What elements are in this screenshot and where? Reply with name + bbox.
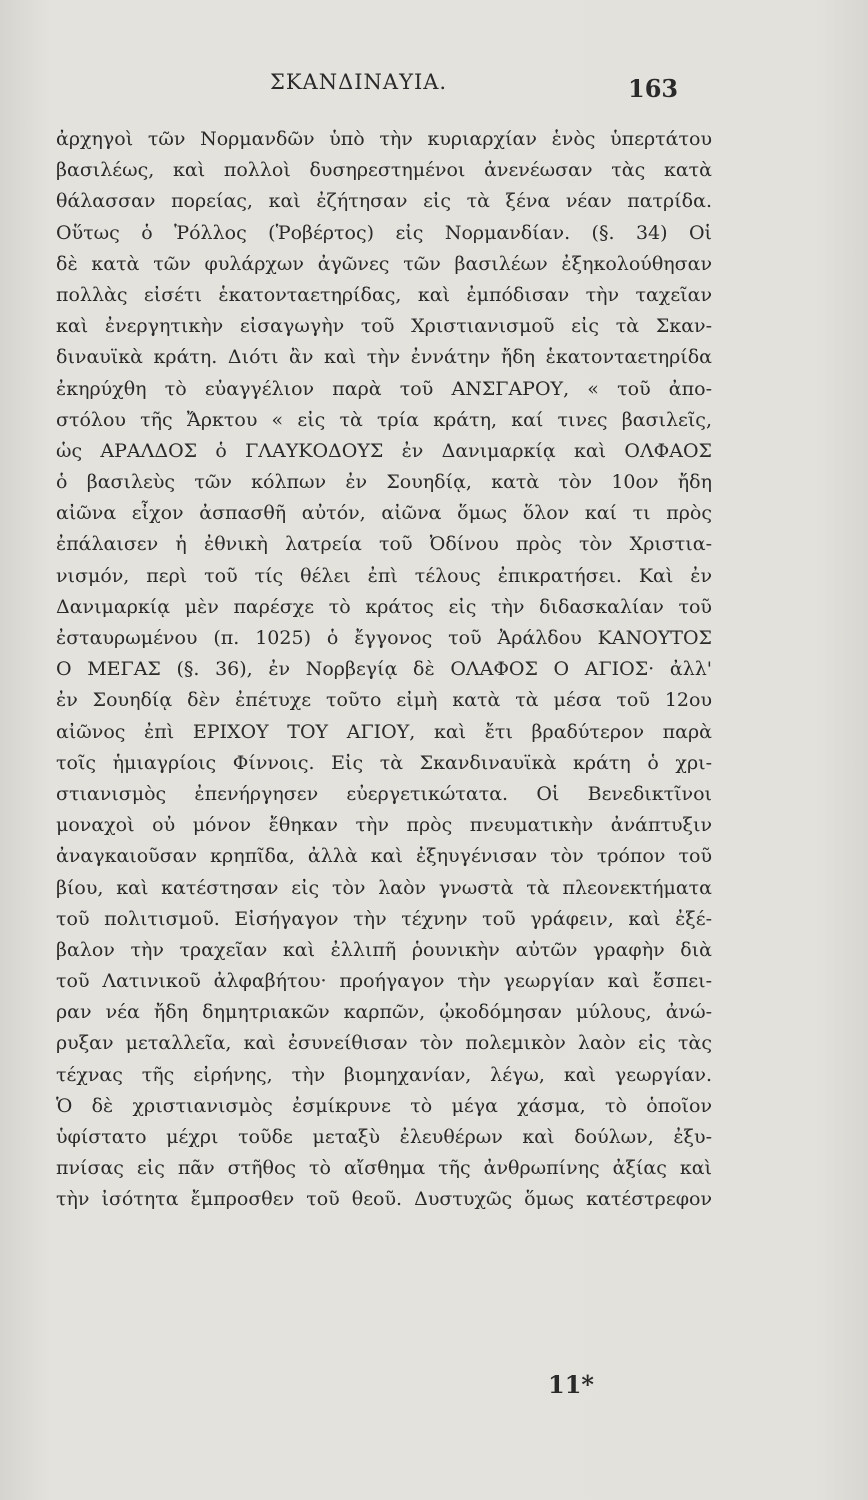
text-line: βίου, καὶ κατέστησαν εἰς τὸν λαὸν γνωστὰ τὰ πλεονεκτήματα <box>56 876 712 899</box>
signature-mark: 11* <box>548 1370 594 1399</box>
text-line: στιανισμὸς ἐπενήργησεν εὐεργετικώτατα. Οἱ Βενεδικτῖνοι <box>56 782 712 805</box>
text-line: μοναχοὶ οὐ μόνον ἔθηκαν τὴν πρὸς πνευματικὴν ἀνάπτυξιν <box>56 814 712 837</box>
text-line: ἐσταυρωμένου (π. 1025) ὁ ἔγγονος τοῦ Ἀράλδου ΚΑΝΟΥΤΟΣ <box>56 627 712 649</box>
text-line: πνίσας εἰς πᾶν στῆθος τὸ αἴσθημα τῆς ἀνθρωπίνης ἀξίας καὶ <box>56 1157 712 1180</box>
text-line: θάλασσαν πορείας, καὶ ἐζήτησαν εἰς τὰ ξένα νέαν πατρίδα. <box>56 190 712 213</box>
text-line: τοῖς ἡμιαγρίοις Φίννοις. Εἰς τὰ Σκανδιναυϊκὰ κράτη ὁ χρι- <box>56 751 712 774</box>
running-title: ΣΚΑΝΔΙΝΑΥΙΑ. <box>270 70 448 94</box>
text-line: βαλον τὴν τραχεῖαν καὶ ἐλλιπῆ ῥουνικὴν αὐτῶν γραφὴν διὰ <box>56 938 712 961</box>
text-line: ἐκηρύχθη τὸ εὐαγγέλιον παρὰ τοῦ ΑΝΣΓΑΡΟΥ, « τοῦ ἀπο- <box>56 377 712 400</box>
body-text <box>56 124 712 1216</box>
text-line: ἐπάλαισεν ἡ ἐθνικὴ λατρεία τοῦ Ὀδίνου πρὸς τὸν Χριστια- <box>56 533 712 556</box>
text-line: Ο ΜΕΓΑΣ (§. 36), ἐν Νορβεγίᾳ δὲ ΟΛΑΦΟΣ Ο ΑΓΙΟΣ· ἀλλ' <box>56 658 712 681</box>
text-line: τοῦ πολιτισμοῦ. Εἰσήγαγον τὴν τέχνην τοῦ γράφειν, καὶ ἐξέ- <box>56 907 712 930</box>
page-number: 163 <box>628 74 679 103</box>
text-line: τέχνας τῆς εἰρήνης, τὴν βιομηχανίαν, λέγω, καὶ γεωργίαν. <box>56 1063 712 1086</box>
text-line: τὴν ἰσότητα ἔμπροσθεν τοῦ θεοῦ. Δυστυχῶς ὅμως κατέστρεφον <box>56 1188 712 1211</box>
text-line: Οὕτως ὁ Ῥόλλος (Ῥοβέρτος) εἰς Νορμανδίαν. (§. 34) Οἱ <box>56 221 712 244</box>
text-line: δὲ κατὰ τῶν φυλάρχων ἀγῶνες τῶν βασιλέων ἐξηκολούθησαν <box>56 252 712 275</box>
text-line: ραν νέα ἤδη δημητριακῶν καρπῶν, ᾠκοδόμησαν μύλους, ἀνώ- <box>56 1001 712 1024</box>
text-line: βασιλέως, καὶ πολλοὶ δυσηρεστημένοι ἀνενέωσαν τὰς κατὰ <box>56 159 712 182</box>
text-line: ἐν Σουηδίᾳ δὲν ἐπέτυχε τοῦτο εἰμὴ κατὰ τὰ μέσα τοῦ 12ου <box>56 689 712 712</box>
text-line: στόλου τῆς Ἄρκτου « εἰς τὰ τρία κράτη, καί τινες βασιλεῖς, <box>56 408 712 431</box>
text-line: τοῦ Λατινικοῦ ἀλφαβήτου· προήγαγον τὴν γεωργίαν καὶ ἔσπει- <box>56 970 712 993</box>
text-line: νισμόν, περὶ τοῦ τίς θέλει ἐπὶ τέλους ἐπικρατήσει. Καὶ ἐν <box>56 564 712 587</box>
text-line: αἰῶνα εἶχον ἀσπασθῆ αὐτόν, αἰῶνα ὅμως ὅλον καί τι πρὸς <box>56 502 712 525</box>
page-header <box>0 60 868 110</box>
text-line: αἰῶνος ἐπὶ ΕΡΙΧΟΥ ΤΟΥ ΑΓΙΟΥ, καὶ ἔτι βραδύτερον παρὰ <box>56 720 712 743</box>
text-line: πολλὰς εἰσέτι ἑκατονταετηρίδας, καὶ ἐμπόδισαν τὴν ταχεῖαν <box>56 283 712 306</box>
text-line: ρυξαν μεταλλεῖα, καὶ ἐσυνείθισαν τὸν πολεμικὸν λαὸν εἰς τὰς <box>56 1032 712 1055</box>
text-line: διναυϊκὰ κράτη. Διότι ἂν καὶ τὴν ἐννάτην ἤδη ἑκατονταετηρίδα <box>56 346 712 369</box>
text-line: Ὁ δὲ χριστιανισμὸς ἐσμίκρυνε τὸ μέγα χάσμα, τὸ ὁποῖον <box>56 1094 712 1117</box>
text-line: ἀναγκαιοῦσαν κρηπῖδα, ἀλλὰ καὶ ἐξηυγένισαν τὸν τρόπον τοῦ <box>56 845 712 868</box>
text-line: ἀρχηγοὶ τῶν Νορμανδῶν ὑπὸ τὴν κυριαρχίαν ἑνὸς ὑπερτάτου <box>56 128 712 150</box>
text-line: Δανιμαρκίᾳ μὲν παρέσχε τὸ κράτος εἰς τὴν διδασκαλίαν τοῦ <box>56 595 712 618</box>
text-line: ὡς ΑΡΑΛΔΟΣ ὁ ΓΛΑΥΚΟΔΟΥΣ ἐν Δανιμαρκίᾳ καὶ ΟΛΦΑΟΣ <box>56 439 712 462</box>
text-line: καὶ ἐνεργητικὴν εἰσαγωγὴν τοῦ Χριστιανισμοῦ εἰς τὰ Σκαν- <box>56 315 712 338</box>
text-line: ὁ βασιλεὺς τῶν κόλπων ἐν Σουηδίᾳ, κατὰ τὸν 10ον ἤδη <box>56 471 712 494</box>
text-line: ὑφίστατο μέχρι τοῦδε μεταξὺ ἐλευθέρων καὶ δούλων, ἐξυ- <box>56 1126 712 1148</box>
